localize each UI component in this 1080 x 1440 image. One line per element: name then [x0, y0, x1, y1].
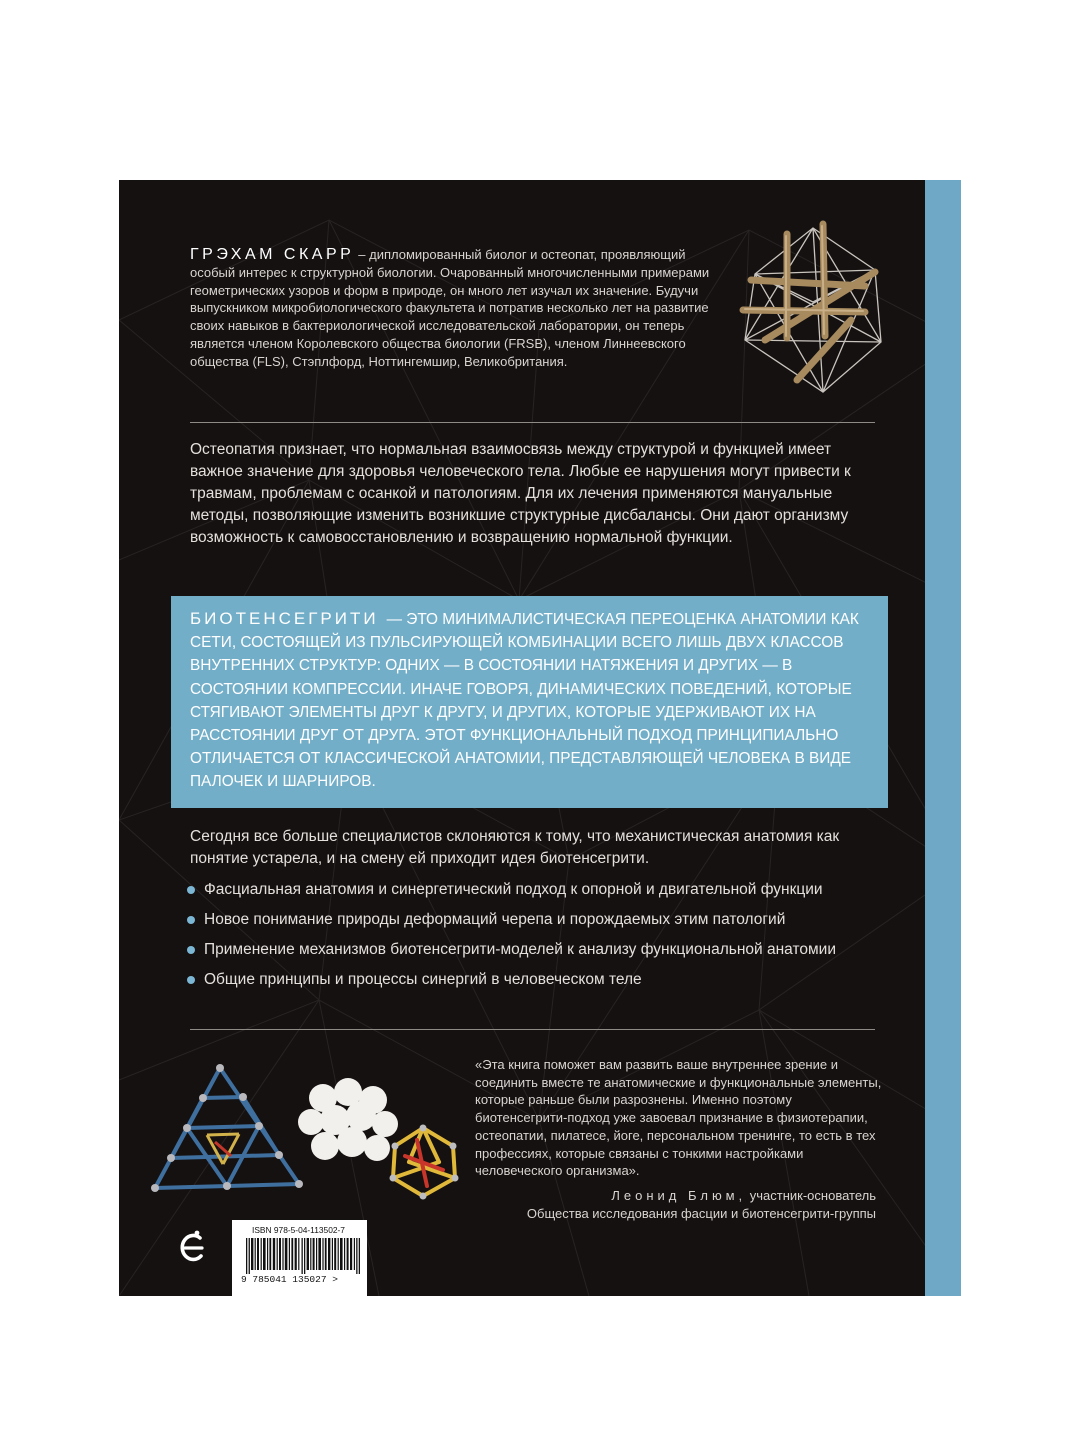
- divider-top: [190, 422, 875, 423]
- quote-attribution: [475, 1187, 876, 1223]
- attribution-line-1: [475, 1187, 876, 1205]
- callout-title: БИОТЕНСЕГРИТИ: [190, 609, 379, 628]
- bullet-dot-icon: [187, 946, 195, 954]
- list-item: [186, 909, 886, 931]
- list-item-text: Применение механизмов биотенсегрити-моделей к анализу функциональной анатомии: [204, 941, 836, 958]
- author-bio-text: – дипломированный биолог и остеопат, проявляющий особый интерес к структурной биологии. Очарованный многочисленными примерами геометрических узоров и форм в природе, он много лет изучал их значение. Будучи выпускником микробиологического факультета и потратив несколько лет на развитие своих навыков в бактериологической исследовательской лаборатории, он теперь является членом Королевского общества биологии (FRSB), членом Линнеевского общества (FLS), Стэплфорд, Ноттингемшир, Великобритания.: [190, 247, 710, 369]
- isbn-barcode: [232, 1220, 367, 1296]
- list-item: [186, 969, 886, 991]
- barcode-digits: 9 785041 135027 >: [241, 1274, 338, 1285]
- isbn-number: ISBN 978-5-04-113502-7: [252, 1225, 345, 1235]
- divider-bottom: [190, 1029, 875, 1030]
- feature-list: [186, 879, 886, 999]
- list-item-text: Общие принципы и процессы синергий в человеческом теле: [204, 971, 642, 988]
- publisher-logo-icon: [177, 1229, 207, 1265]
- bullet-dot-icon: [187, 916, 195, 924]
- bullet-dot-icon: [187, 976, 195, 984]
- tensegrity-icosahedron-illustration: [725, 212, 895, 396]
- bullet-dot-icon: [187, 886, 195, 894]
- list-item-text: Новое понимание природы деформаций черепа и порождаемых этим патологий: [204, 911, 786, 928]
- attribution-role: участник-основатель: [749, 1188, 876, 1203]
- molecular-models-illustration: [147, 1060, 467, 1210]
- author-name: ГРЭХАМ СКАРР: [190, 246, 355, 263]
- intro-paragraph: Остеопатия признает, что нормальная взаимосвязь между структурой и функцией имеет важное значение для здоровья человеческого тела. Любые ее нарушения могут привести к травмам, проблемам с осанкой и патологиям. Для их лечения применяются мануальные методы, позволяющие изменить возникшие структурные дисбалансы. Они дают организму возможность к самовосстановлению и возвращению нормальной функции.: [190, 441, 851, 546]
- list-item-text: Фасциальная анатомия и синергетический подход к опорной и двигательной функции: [204, 881, 823, 898]
- list-item: [186, 939, 886, 961]
- author-bio: [190, 246, 710, 371]
- attribution-name: Леонид Блюм,: [611, 1188, 747, 1203]
- callout-text: — ЭТО МИНИМАЛИСТИЧЕСКАЯ ПЕРЕОЦЕНКА АНАТОМИИ КАК СЕТИ, СОСТОЯЩЕЙ ИЗ ПУЛЬСИРУЮЩЕЙ КОМБИНАЦИИ ВСЕГО ЛИШЬ ДВУХ КЛАССОВ ВНУТРЕННИХ СТРУКТУР: ОДНИХ — В СОСТОЯНИИ НАТЯЖЕНИЯ И ДРУГИХ — В СОСТОЯНИИ КОМПРЕССИИ. ИНАЧЕ ГОВОРЯ, ДИНАМИЧЕСКИХ ПОВЕДЕНИЙ, КОТОРЫЕ СТЯГИВАЮТ ЭЛЕМЕНТЫ ДРУГ К ДРУГУ, И ДРУГИХ, КОТОРЫЕ УДЕРЖИВАЮТ ИХ НА РАССТОЯНИИ ДРУГ ОТ ДРУГА. ЭТОТ ФУНКЦИОНАЛЬНЫЙ ПОДХОД ПРИНЦИПИАЛЬНО ОТЛИЧАЕТСЯ ОТ КЛАССИЧЕСКОЙ АНАТОМИИ, ПРЕДСТАВЛЯЮЩЕЙ ЧЕЛОВЕКА В ВИДЕ ПАЛОЧЕК И ШАРНИРОВ.: [190, 611, 859, 791]
- barcode-bars: [246, 1238, 360, 1274]
- lead-paragraph: Сегодня все больше специалистов склоняются к тому, что механистическая анатомия как понятие устарела, и на смену ей приходит идея биотенсегрити.: [190, 828, 840, 867]
- attribution-organization: Общества исследования фасции и биотенсегрити-группы: [526, 1206, 876, 1221]
- book-quote: «Эта книга поможет вам развить ваше внутреннее зрение и соединить вместе те анатомические и функциональные элементы, которые раньше были разрознены. Именно поэтому биотенсегрити-подход уже завоевал признание в физиотерапии, остеопатии, пилатесе, йоге, персональном тренинге, то есть в тех профессиях, которые связаны с тонкими настройками человеческого организма».: [475, 1057, 882, 1179]
- biotensegrity-callout: [171, 596, 888, 808]
- list-item: [186, 879, 886, 901]
- book-back-cover: [119, 180, 961, 1296]
- spine-stripe: [925, 180, 961, 1296]
